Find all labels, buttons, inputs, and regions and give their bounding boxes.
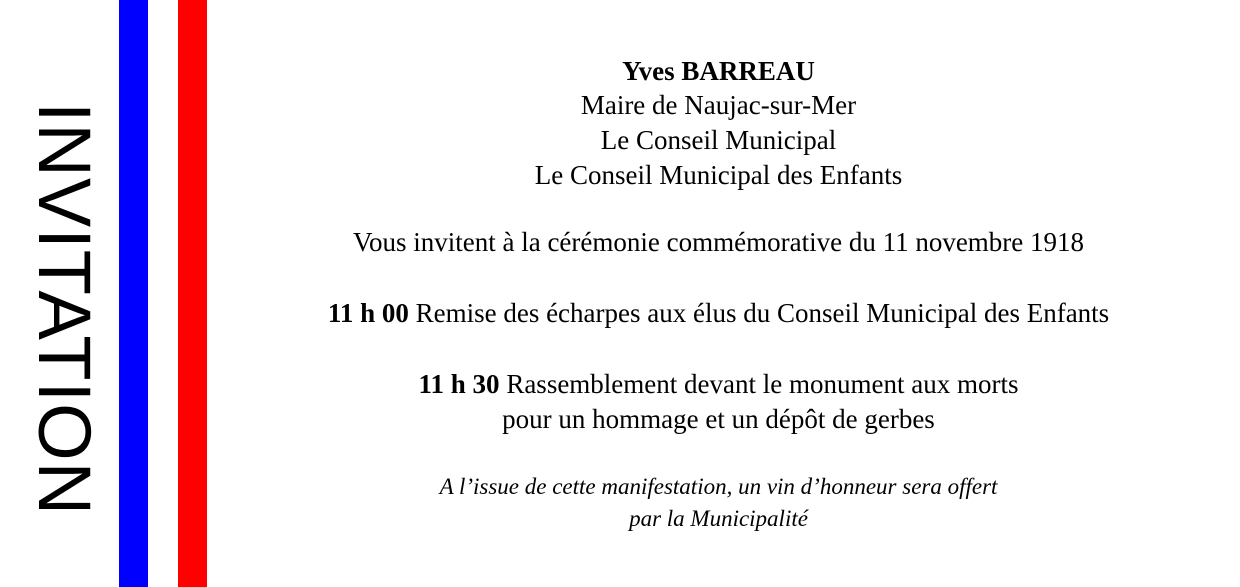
children-council: Le Conseil Municipal des Enfants (534, 160, 903, 190)
program-item (207, 296, 1230, 330)
program-time: 11 h 30 (418, 369, 500, 399)
program-item (207, 367, 1230, 401)
vertical-title-text: INVITATION (23, 101, 106, 517)
blue-stripe (119, 0, 148, 587)
program-description: Remise des écharpes aux élus du Conseil Municipal des Enfants (408, 298, 1110, 328)
mayor-title: Maire de Naujac-sur-Mer (580, 90, 857, 120)
invitation-text: Vous invitent à la cérémonie commémorative du 11 novembre 1918 (352, 227, 1085, 257)
invitation-content (207, 0, 1240, 587)
vertical-title (23, 48, 106, 570)
program-time: 11 h 00 (327, 298, 409, 328)
program-description: Rassemblement devant le monument aux morts (499, 369, 1019, 399)
red-stripe (178, 0, 207, 587)
municipal-council: Le Conseil Municipal (600, 125, 837, 155)
closing-line-1: A l’issue de cette manifestation, un vin d’honneur sera offert (439, 474, 998, 499)
mayor-name: Yves BARREAU (622, 56, 815, 86)
closing-line-2: par la Municipalité (629, 506, 808, 531)
program-description-continued: pour un hommage et un dépôt de gerbes (502, 404, 935, 434)
